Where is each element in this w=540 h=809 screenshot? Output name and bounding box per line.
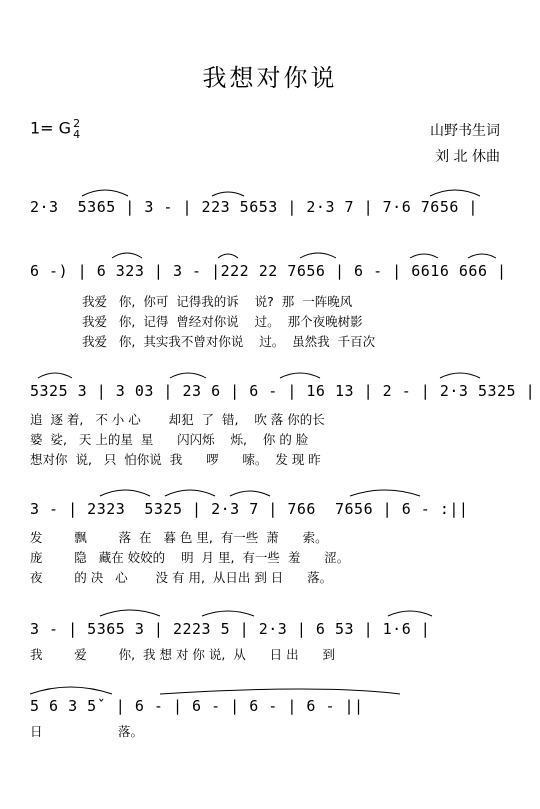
- lyric-line: 追 逐 着, 不 小 心 却犯 了 错, 吹 落 你的长: [30, 412, 325, 427]
- lyric-line: 庞 隐 藏在 姣姣的 明 月 里, 有一些 羞 涩。: [30, 550, 350, 565]
- score-row-4: 3 - | 2323 5325 | 2·3 7 | 766 7656 | 6 - :||: [30, 500, 469, 518]
- page-title: 我想对你说: [202, 64, 338, 92]
- composer-credit: 刘 北 休曲: [435, 149, 500, 165]
- score-row-2: 6 -) | 6 323 | 3 - |222 22 7656 | 6 - | 6616 666 |: [30, 262, 507, 280]
- time-signature: [73, 118, 80, 140]
- lyricist-credit: 山野书生词: [430, 123, 500, 139]
- score-row-3: 5325 3 | 3 03 | 23 6 | 6 - | 16 13 | 2 - | 2·3 5325 |: [30, 382, 536, 400]
- score-row-6: 5 6 3 5ˇ | 6 - | 6 - | 6 - | 6 - ||: [30, 697, 364, 715]
- score-row-5: 3 - | 5365 3 | 2223 5 | 2·3 | 6 53 | 1·6 |: [30, 620, 431, 638]
- key-prefix: 1= G: [30, 118, 72, 138]
- key-signature: [30, 118, 80, 140]
- time-den: 4: [73, 128, 81, 141]
- lyric-line: 想对你 说, 只 怕你说 我 啰 嗦。 发 现 昨: [30, 452, 321, 467]
- time-num: 2: [73, 117, 81, 130]
- lyric-line: 我爱 你, 记得 曾经对你说 过。 那个夜晚树影: [82, 314, 363, 329]
- lyric-line: 我爱 你, 其实我不曾对你说 过。 虽然我 千百次: [82, 334, 376, 349]
- lyric-line: 婆 娑, 天 上的星 星 闪闪烁 烁, 你 的 脸: [30, 432, 309, 447]
- lyric-line: 日 落。: [30, 724, 143, 739]
- lyric-line: 发 飘 落 在 暮 色 里, 有一些 萧 索。: [30, 530, 328, 545]
- lyric-line: 夜 的 决 心 没 有 用, 从日出 到 日 落。: [30, 570, 333, 585]
- lyric-line: 我爱 你, 你可 记得我的诉 说? 那 一阵晚风: [82, 294, 353, 309]
- lyric-line: 我 爱 你, 我 想 对 你 说, 从 日 出 到: [30, 647, 335, 662]
- score-row-1: 2·3 5365 | 3 - | 223 5653 | 2·3 7 | 7·6 7656 |: [30, 198, 478, 216]
